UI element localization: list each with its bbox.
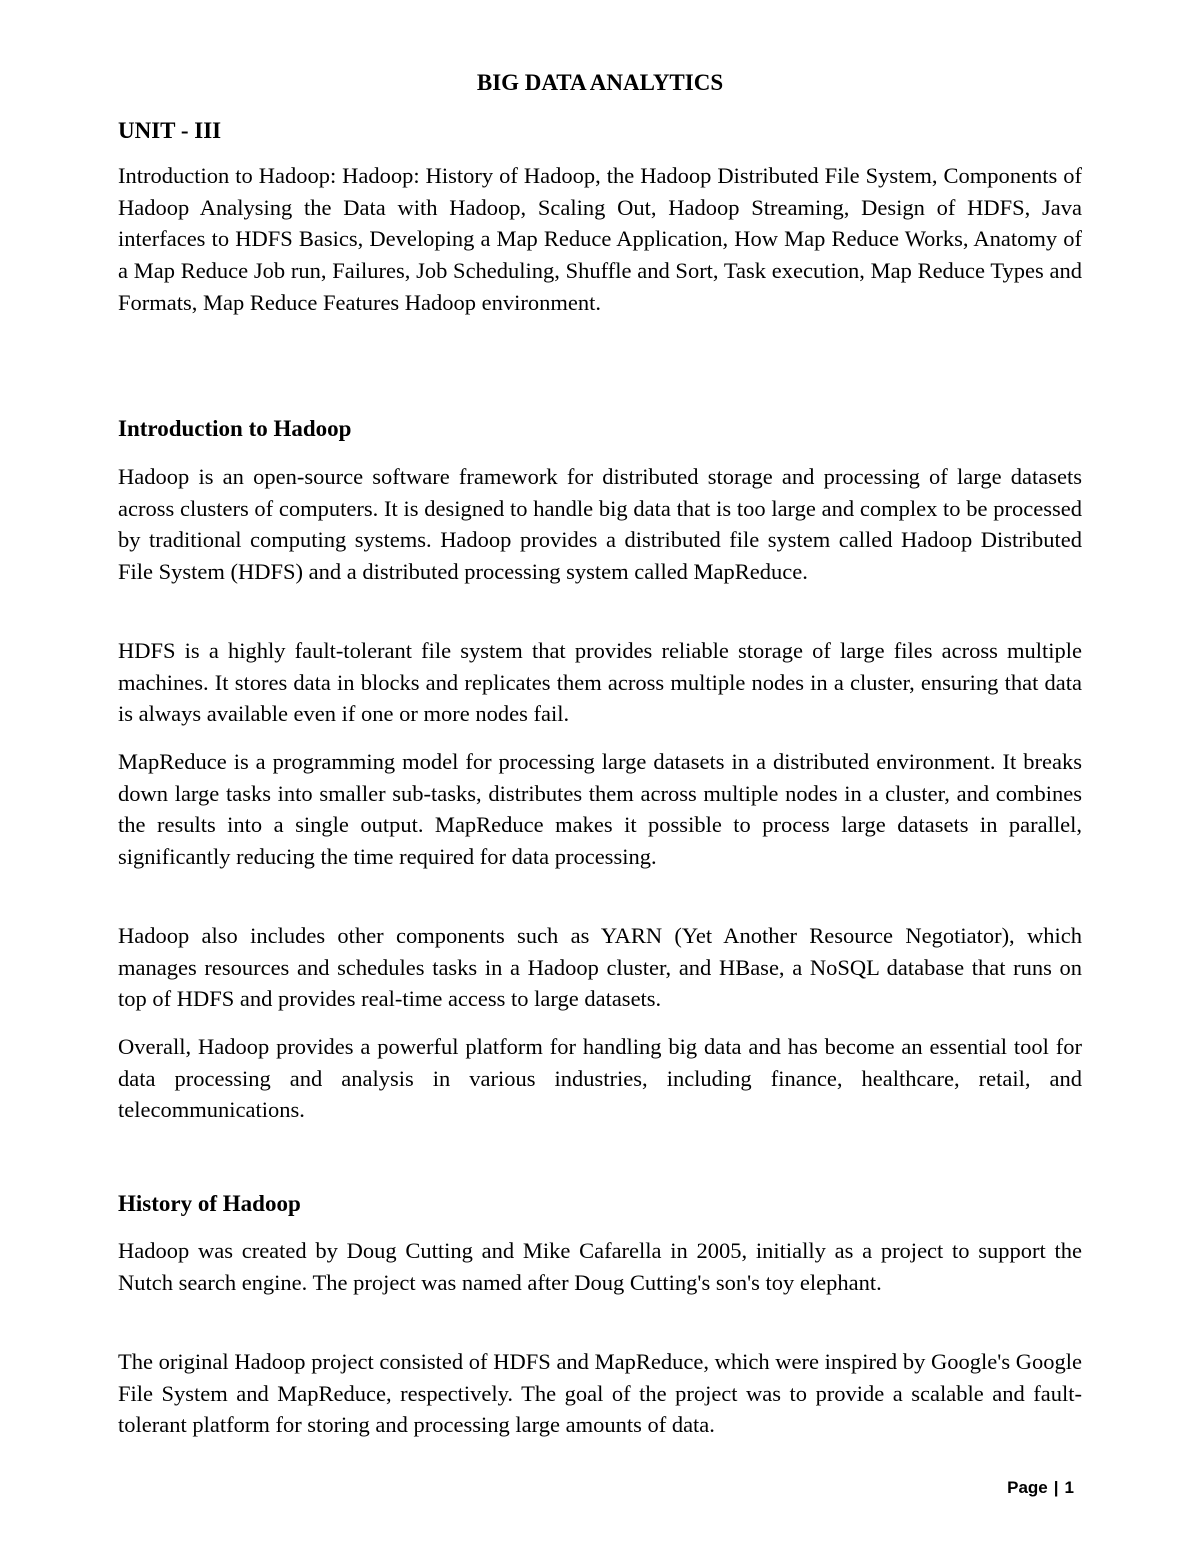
syllabus-paragraph: Introduction to Hadoop: Hadoop: History of Hadoop, the Hadoop Distributed File System, Components of Hadoop Analysing the Data with Hadoop, Scaling Out, Hadoop Streaming, Design of HDFS, Java interfaces to HDFS Basics, Developing a Map Reduce Application, How Map Reduce Works, Anatomy of a Map Reduce Job run, Failures, Job Scheduling, Shuffle and Sort, Task execution, Map Reduce Types and Formats, Map Reduce Features Hadoop environment. xyxy=(118,163,1082,315)
page-footer xyxy=(1007,1476,1074,1500)
intro-paragraph-4: Hadoop also includes other components such as YARN (Yet Another Resource Negotiator), which manages resources and schedules tasks in a Hadoop cluster, and HBase, a NoSQL database that runs on top of HDFS and provides real-time access to large datasets. xyxy=(118,923,1082,1012)
intro-paragraph-2: HDFS is a highly fault-tolerant file system that provides reliable storage of large files across multiple machines. It stores data in blocks and replicates them across multiple nodes in a cluster, ensuring that data is always available even if one or more nodes fail. xyxy=(118,638,1082,727)
intro-paragraph-1: Hadoop is an open-source software framework for distributed storage and processing of large datasets across clusters of computers. It is designed to handle big data that is too large and complex to be processed by traditional computing systems. Hadoop provides a distributed file system called Hadoop Distributed File System (HDFS) and a distributed processing system called MapReduce. xyxy=(118,464,1082,585)
page-number: 1 xyxy=(1064,1478,1074,1497)
document-title: BIG DATA ANALYTICS xyxy=(476,70,724,95)
section-heading-introduction: Introduction to Hadoop xyxy=(118,416,352,441)
page-label: Page xyxy=(1007,1478,1048,1497)
history-paragraph-1: Hadoop was created by Doug Cutting and Mike Cafarella in 2005, initially as a project to support the Nutch search engine. The project was named after Doug Cutting's son's toy elephant. xyxy=(118,1238,1082,1295)
intro-paragraph-5: Overall, Hadoop provides a powerful platform for handling big data and has become an essential tool for data processing and analysis in various industries, including finance, healthcare, retail, and telecommunications. xyxy=(118,1034,1082,1123)
unit-label: UNIT - III xyxy=(118,118,222,143)
history-paragraph-2: The original Hadoop project consisted of HDFS and MapReduce, which were inspired by Google's Google File System and MapReduce, respectively. The goal of the project was to provide a scalable and fault-tolerant platform for storing and processing large amounts of data. xyxy=(118,1349,1082,1438)
section-heading-history: History of Hadoop xyxy=(118,1191,301,1216)
page-separator: | xyxy=(1053,1478,1059,1497)
intro-paragraph-3: MapReduce is a programming model for processing large datasets in a distributed environment. It breaks down large tasks into smaller sub-tasks, distributes them across multiple nodes in a cluster, and combines the results into a single output. MapReduce makes it possible to process large datasets in parallel, significantly reducing the time required for data processing. xyxy=(118,749,1082,870)
